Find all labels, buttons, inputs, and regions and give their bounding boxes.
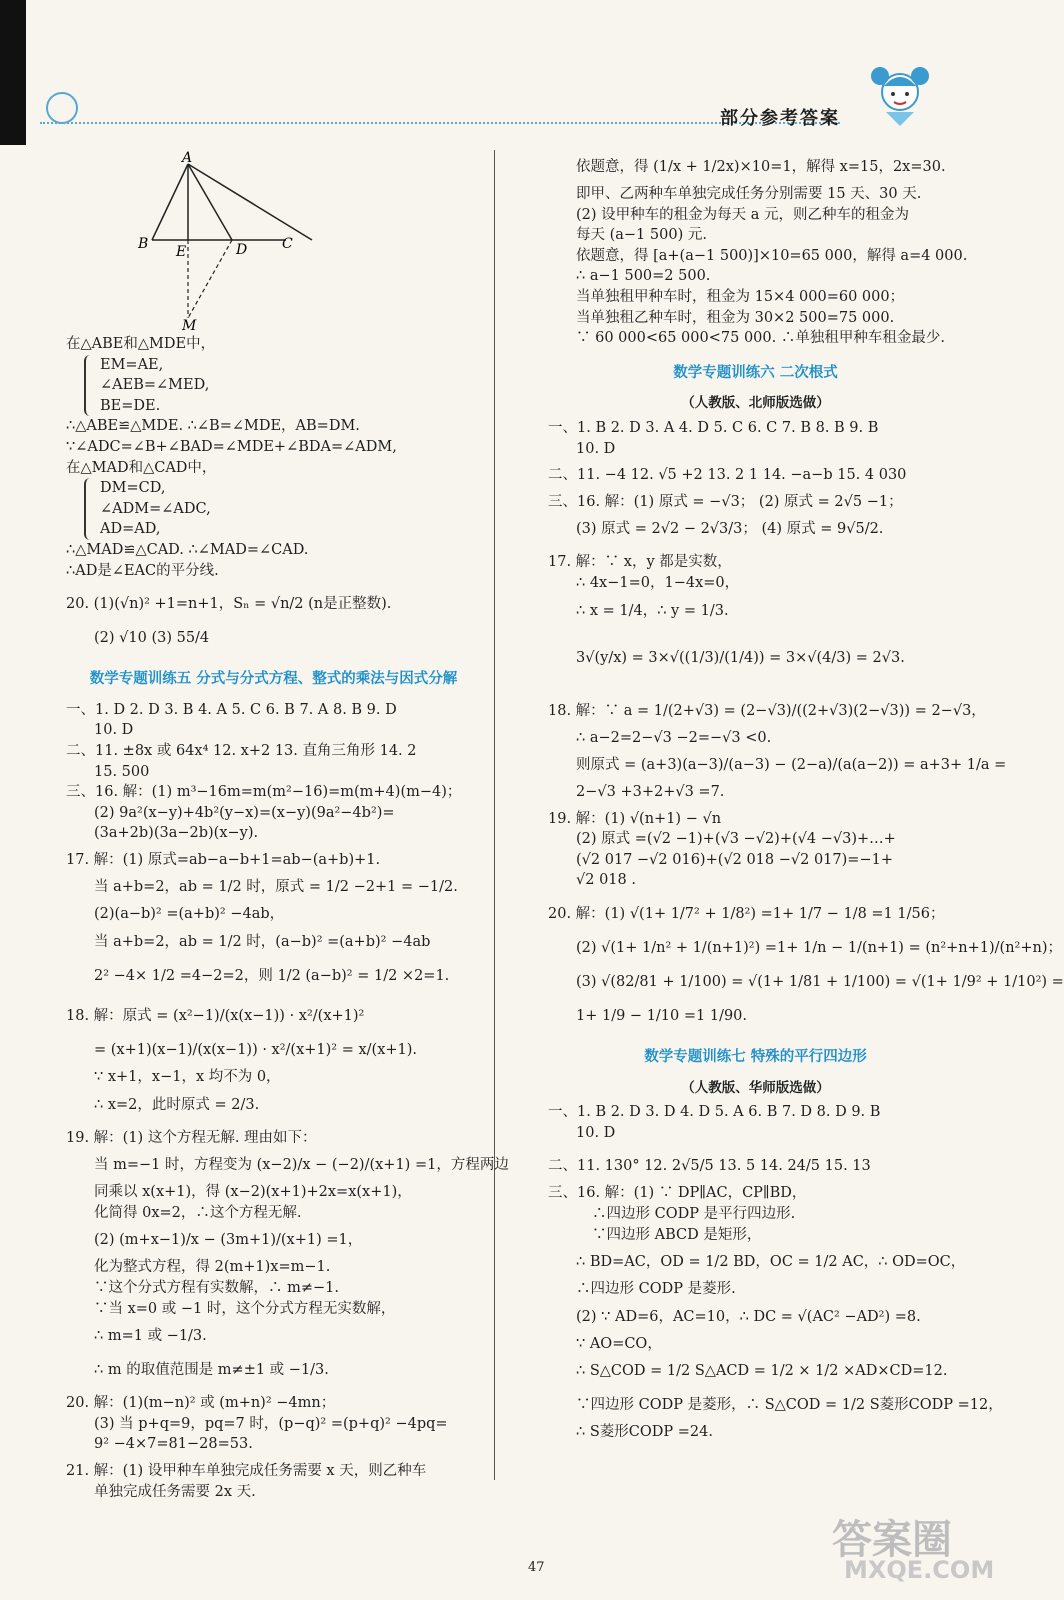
answer-line: 21. 解：(1) 设甲种车单独完成任务需要 x 天，则乙种车 [66,1463,427,1479]
answer-line: 1+ 1/9 − 1/10 =1 1/90. [576,1008,748,1025]
answer-line: (3) 当 p+q=9，pq=7 时，(p−q)² =(p+q)² −4pq= [94,1415,448,1432]
figure-label-a: A [182,150,193,166]
answer-line: ∴ x = 1/4，∴ y = 1/3. [576,602,729,619]
text-line: EM=AE, [100,356,164,373]
answer-line: (3) √(82/81 + 1/100) = √(1+ 1/81 + 1/100) = √(1+ 1/9² + 1/10²) = [576,974,1064,991]
answer-line: ∴ x=2，此时原式 = 2/3. [94,1096,260,1113]
answer-line: 三、16. 解：(1) ∵ DP∥AC，CP∥BD， [548,1185,807,1202]
answer-line: ∵ x+1，x−1，x 均不为 0， [94,1069,281,1086]
answer-line: ∵当 x=0 或 −1 时，这个分式方程无实数解， [94,1300,396,1317]
cartoon-girl-icon [868,62,932,128]
figure-label-b: B [138,236,149,252]
answer-line: 当 m=−1 时，方程变为 (x−2)/x − (−2)/(x+1) =1，方程两边 [94,1157,509,1174]
text-line: (2) 设甲种车的租金为每天 a 元，则乙种车的租金为 [576,206,910,223]
answer-line: 二、11. −4 12. √5 +2 13. 2 1 14. −a−b 15. 4 030 [548,467,907,484]
text-line: ∠ADM=∠ADC, [100,500,211,517]
answer-line: (2) ∵ AD=6，AC=10，∴ DC = √(AC² −AD²) =8. [576,1308,921,1325]
watermark-url: MXQE.COM [844,1556,995,1584]
answer-line: 17. 解：∵ x，y 都是实数， [548,554,732,571]
answer-line: ∵这个分式方程有实数解，∴ m≠−1. [94,1280,339,1297]
column-divider [494,150,495,1480]
text-line: 依题意，得 (1/x + 1/2x)×10=1，解得 x=15，2x=30. [576,159,946,175]
answer-line: (3a+2b)(3a−2b)(x−y). [94,825,259,842]
text-line: ∴△ABE≌△MDE. ∴∠B=∠MDE，AB=DM. [66,418,360,435]
answer-line: 20. 解：(1)(m−n)² 或 (m+n)² −4mn； [66,1395,336,1412]
text-line: 在△MAD和△CAD中， [66,459,217,476]
answer-line: ∵四边形 ABCD 是矩形， [592,1226,762,1243]
answer-line: ∵ AO=CO， [576,1335,662,1352]
answer-line: = (x+1)(x−1)/(x(x−1)) · x²/(x+1)² = x/(x+1). [94,1042,418,1059]
text-line: AD=AD, [100,521,161,538]
answer-line: 19. 解：(1) √(n+1) − √n [548,810,722,827]
header-ornament-icon [46,92,78,124]
answer-line: 2−√3 +3+2+√3 =7. [576,784,725,801]
answer-line: (2) 原式 =(√2 −1)+(√3 −√2)+(√4 −√3)+…+ [576,831,896,848]
figure-label-c: C [282,236,293,252]
answer-line: 则原式 = (a+3)(a−3)/(a−3) − (2−a)/(a(a−2)) = a+3+ 1/a = [576,757,1007,774]
answer-line: 三、16. 解：(1) 原式 = −√3； (2) 原式 = 2√5 −1； [548,493,903,510]
answer-line: 一、1. D 2. D 3. B 4. A 5. C 6. B 7. A 8. B 9. D [66,701,397,718]
page-edge-shadow [0,0,26,145]
text-line: BE=DE. [100,397,161,414]
answer-line: (2) (m+x−1)/x − (3m+1)/(x+1) =1， [94,1232,363,1249]
page-number: 47 [528,1560,545,1575]
text-line: ∴△MAD≌△CAD. ∴∠MAD=∠CAD. [66,541,309,558]
section-title-5: 数学专题训练五 分式与分式方程、整式的乘法与因式分解 [89,671,458,688]
answer-line: (2) √(1+ 1/n² + 1/(n+1)²) =1+ 1/n − 1/(n+1) = (n²+n+1)/(n²+n)； [576,940,1062,957]
answer-line: ∴ m 的取值范围是 m≠±1 或 −1/3. [94,1362,329,1379]
answer-line: 二、11. 130° 12. 2√5/5 13. 5 14. 24/5 15. 13 [548,1158,871,1175]
answer-line: ∴四边形 CODP 是菱形. [576,1281,736,1298]
answer-line: ∴ m=1 或 −1/3. [94,1328,207,1345]
answer-line: 18. 解：原式 = (x²−1)/(x(x−1)) · x²/(x+1)² [66,1008,365,1025]
section-subtitle-6: （人教版、北师版选做） [681,395,830,412]
answer-line: 同乘以 x(x+1)，得 (x−2)(x+1)+2x=x(x+1)， [94,1184,412,1201]
answer-line: 10. D [94,722,134,739]
answer-line: ∴四边形 CODP 是平行四边形. [592,1206,796,1223]
answer-line: 化简得 0x=2，∴这个方程无解. [94,1204,302,1221]
text-line: 在△ABE和△MDE中， [66,336,216,352]
answer-line: (2) 9a²(x−y)+4b²(y−x)=(x−y)(9a²−4b²)= [94,804,395,821]
answer-line: (3) 原式 = 2√2 − 2√3/3； (4) 原式 = 9√5/2. [576,521,884,538]
answer-line: 18. 解：∵ a = 1/(2+√3) = (2−√3)/((2+√3)(2−√3)) = 2−√3， [548,702,986,719]
answer-line: ∴ S△COD = 1/2 S△ACD = 1/2 × 1/2 ×AD×CD=12. [576,1363,948,1380]
answer-line: 3√(y/x) = 3×√((1/3)/(1/4)) = 3×√(4/3) = 2√3. [576,649,905,666]
text-line: DM=CD, [100,480,166,497]
answer-line: 9² −4×7=81−28=53. [94,1436,253,1453]
watermark-logo: 答案圈 [832,1517,952,1563]
text-line: (2) √10 (3) 55/4 [94,630,210,647]
answer-line: 单独完成任务需要 2x 天. [94,1483,256,1500]
answer-line: 17. 解：(1) 原式=ab−a−b+1=ab−(a+b)+1. [66,851,381,868]
text-line: ∵∠ADC=∠B+∠BAD=∠MDE+∠BDA=∠ADM, [66,438,397,455]
answer-line: 化为整式方程，得 2(m+1)x=m−1. [94,1259,331,1276]
answer-line: 一、1. B 2. D 3. A 4. D 5. C 6. C 7. B 8. B 9. B [548,419,879,436]
answer-line: 三、16. 解：(1) m³−16m=m(m²−16)=m(m+4)(m−4)； [66,784,462,801]
answer-line: 15. 500 [94,763,150,780]
answer-line: 当 a+b=2，ab = 1/2 时，(a−b)² =(a+b)² −4ab [94,934,431,951]
text-line: 每天 (a−1 500) 元. [576,227,707,244]
condition-brace [84,478,481,540]
text-line: 20. (1)(√n)² +1=n+1，Sₙ = √n/2 (n是正整数). [66,596,392,613]
answer-line: 10. D [576,440,616,457]
answer-line: (√2 017 −√2 016)+(√2 018 −√2 017)=−1+ [576,851,893,868]
text-line: ∵ 60 000<65 000<75 000. ∴单独租甲种车租金最少. [576,330,945,347]
triangle-figure [86,150,293,334]
section-title-7: 数学专题训练七 特殊的平行四边形 [644,1049,867,1066]
answer-line: 二、11. ±8x 或 64x⁴ 12. x+2 13. 直角三角形 14. 2 [66,742,417,759]
text-line: ∴ a−1 500=2 500. [576,268,711,285]
answer-line: ∵四边形 CODP 是菱形，∴ S△COD = 1/2 S菱形CODP =12， [576,1397,1003,1414]
text-line: ∠AEB=∠MED, [100,377,210,394]
text-line: ∴AD是∠EAC的平分线. [66,562,219,579]
answer-line: 19. 解：(1) 这个方程无解. 理由如下： [66,1129,317,1146]
text-line: 即甲、乙两种车单独完成任务分别需要 15 天、30 天. [576,186,922,202]
answer-line: ∴ a−2=2−√3 −2=−√3 <0. [576,729,772,746]
answer-line: (2)(a−b)² =(a+b)² −4ab， [94,906,285,923]
text-line: 依题意，得 [a+(a−1 500)]×10=65 000，解得 a=4 000. [576,247,968,264]
figure-label-e: E [176,244,187,260]
condition-brace [84,355,481,417]
answer-line: ∴ 4x−1=0，1−4x=0， [576,574,740,591]
header-title: 部分参考答案 [720,108,840,129]
answer-line: 10. D [576,1124,616,1141]
answer-line: 当 a+b=2，ab = 1/2 时，原式 = 1/2 −2+1 = −1/2. [94,879,458,896]
answer-line: ∴ BD=AC，OD = 1/2 BD，OC = 1/2 AC，∴ OD=OC， [576,1254,966,1271]
figure-label-d: D [236,242,248,258]
answer-line: √2 018 . [576,872,636,889]
answer-line: 20. 解：(1) √(1+ 1/7² + 1/8²) =1+ 1/7 − 1/8 =1 1/56； [548,906,945,923]
answer-line: 2² −4× 1/2 =4−2=2，则 1/2 (a−b)² = 1/2 ×2=1. [94,968,450,985]
text-line: 当单独租甲种车时，租金为 15×4 000=60 000； [576,288,905,305]
figure-label-m: M [182,318,197,334]
section-title-6: 数学专题训练六 二次根式 [673,364,838,381]
right-column [548,150,1064,1443]
text-line: 当单独租乙种车时，租金为 30×2 500=75 000. [576,309,895,326]
section-subtitle-7: （人教版、华师版选做） [681,1079,830,1096]
left-column [66,150,509,1502]
answer-line: ∴ S菱形CODP =24. [576,1424,713,1441]
answer-line: 一、1. B 2. D 3. D 4. D 5. A 6. B 7. D 8. D 9. B [548,1104,881,1121]
